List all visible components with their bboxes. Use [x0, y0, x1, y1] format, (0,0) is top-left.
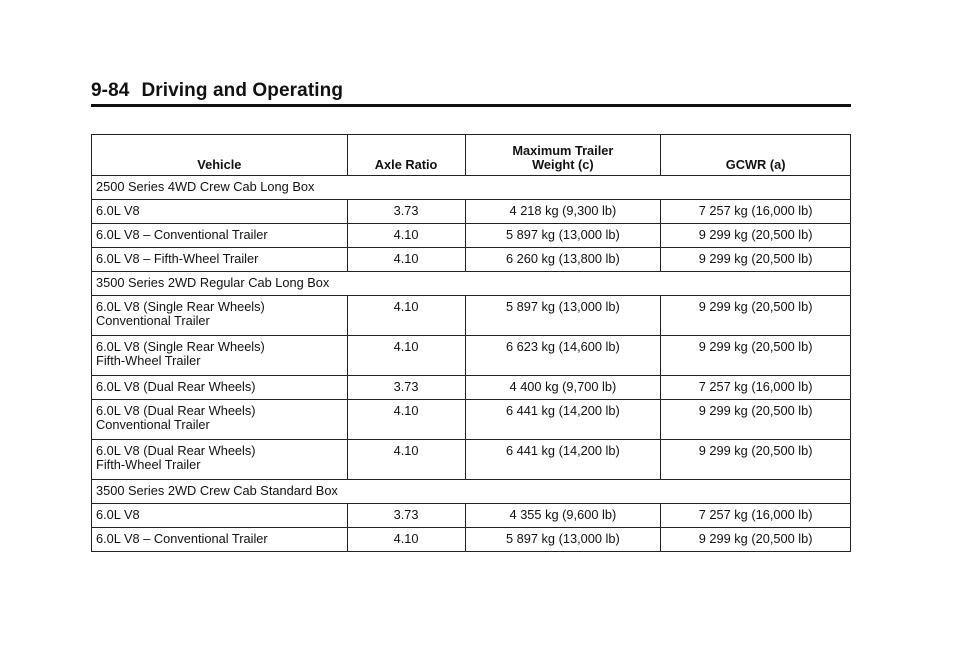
table-row: [92, 224, 851, 248]
vehicle-line: 6.0L V8 (Dual Rear Wheels): [96, 379, 256, 394]
table-row: [92, 200, 851, 224]
vehicle-cell: [92, 528, 348, 552]
section-title-cell: 2500 Series 4WD Crew Cab Long Box: [92, 176, 851, 200]
max-trailer-weight-cell: 5 897 kg (13,000 lb): [465, 296, 661, 336]
vehicle-line: Fifth-Wheel Trailer: [96, 457, 201, 472]
table-row: [92, 296, 851, 336]
gcwr-cell: 7 257 kg (16,000 lb): [661, 376, 851, 400]
gcwr-cell: 9 299 kg (20,500 lb): [661, 296, 851, 336]
vehicle-line: Conventional Trailer: [96, 313, 210, 328]
table-row: [92, 376, 851, 400]
page-header: [91, 80, 851, 107]
header-max-trailer-weight-line1: Maximum Trailer: [512, 143, 614, 158]
table-row: [92, 528, 851, 552]
vehicle-line: 6.0L V8 (Single Rear Wheels): [96, 339, 265, 354]
header-vehicle: Vehicle: [92, 135, 348, 176]
vehicle-line: 6.0L V8 (Dual Rear Wheels): [96, 403, 256, 418]
vehicle-line: Conventional Trailer: [96, 417, 210, 432]
vehicle-cell: [92, 376, 348, 400]
header-axle-ratio: Axle Ratio: [347, 135, 465, 176]
section-row: [92, 176, 851, 200]
vehicle-cell: [92, 504, 348, 528]
gcwr-cell: 9 299 kg (20,500 lb): [661, 440, 851, 480]
vehicle-line: Fifth-Wheel Trailer: [96, 353, 201, 368]
table-body: [92, 176, 851, 552]
gcwr-cell: 9 299 kg (20,500 lb): [661, 248, 851, 272]
max-trailer-weight-cell: 4 400 kg (9,700 lb): [465, 376, 661, 400]
section-row: [92, 480, 851, 504]
gcwr-cell: 7 257 kg (16,000 lb): [661, 200, 851, 224]
max-trailer-weight-cell: 4 355 kg (9,600 lb): [465, 504, 661, 528]
axle-ratio-cell: 4.10: [347, 400, 465, 440]
section-title: Driving and Operating: [141, 80, 344, 101]
section-row: [92, 272, 851, 296]
vehicle-line: 6.0L V8: [96, 203, 140, 218]
vehicle-cell: [92, 224, 348, 248]
header-gcwr: GCWR (a): [661, 135, 851, 176]
page-number: 9-84: [91, 80, 130, 101]
vehicle-line: 6.0L V8 – Conventional Trailer: [96, 531, 268, 546]
vehicle-line: 6.0L V8 (Single Rear Wheels): [96, 299, 265, 314]
table-row: [92, 440, 851, 480]
axle-ratio-cell: 4.10: [347, 336, 465, 376]
trailer-specs-table: [91, 134, 851, 552]
axle-ratio-cell: 4.10: [347, 224, 465, 248]
axle-ratio-cell: 4.10: [347, 528, 465, 552]
section-title-cell: 3500 Series 2WD Crew Cab Standard Box: [92, 480, 851, 504]
max-trailer-weight-cell: 6 623 kg (14,600 lb): [465, 336, 661, 376]
max-trailer-weight-cell: 4 218 kg (9,300 lb): [465, 200, 661, 224]
vehicle-cell: [92, 248, 348, 272]
max-trailer-weight-cell: 6 441 kg (14,200 lb): [465, 440, 661, 480]
axle-ratio-cell: 4.10: [347, 440, 465, 480]
header-max-trailer-weight-line2: Weight (c): [532, 157, 594, 172]
axle-ratio-cell: 3.73: [347, 200, 465, 224]
table-header-row: [92, 135, 851, 176]
vehicle-line: 6.0L V8 (Dual Rear Wheels): [96, 443, 256, 458]
vehicle-cell: [92, 440, 348, 480]
vehicle-cell: [92, 296, 348, 336]
axle-ratio-cell: 4.10: [347, 296, 465, 336]
vehicle-line: 6.0L V8: [96, 507, 140, 522]
max-trailer-weight-cell: 5 897 kg (13,000 lb): [465, 528, 661, 552]
gcwr-cell: 9 299 kg (20,500 lb): [661, 528, 851, 552]
axle-ratio-cell: 3.73: [347, 376, 465, 400]
gcwr-cell: 9 299 kg (20,500 lb): [661, 400, 851, 440]
table-row: [92, 336, 851, 376]
table-row: [92, 400, 851, 440]
table-row: [92, 504, 851, 528]
axle-ratio-cell: 4.10: [347, 248, 465, 272]
vehicle-cell: [92, 400, 348, 440]
vehicle-cell: [92, 336, 348, 376]
vehicle-line: 6.0L V8 – Conventional Trailer: [96, 227, 268, 242]
gcwr-cell: 9 299 kg (20,500 lb): [661, 336, 851, 376]
gcwr-cell: 9 299 kg (20,500 lb): [661, 224, 851, 248]
gcwr-cell: 7 257 kg (16,000 lb): [661, 504, 851, 528]
page-title: [91, 80, 851, 102]
max-trailer-weight-cell: 6 260 kg (13,800 lb): [465, 248, 661, 272]
max-trailer-weight-cell: 5 897 kg (13,000 lb): [465, 224, 661, 248]
vehicle-cell: [92, 200, 348, 224]
section-title-cell: 3500 Series 2WD Regular Cab Long Box: [92, 272, 851, 296]
axle-ratio-cell: 3.73: [347, 504, 465, 528]
max-trailer-weight-cell: 6 441 kg (14,200 lb): [465, 400, 661, 440]
vehicle-line: 6.0L V8 – Fifth-Wheel Trailer: [96, 251, 259, 266]
header-max-trailer-weight: [465, 135, 661, 176]
table-row: [92, 248, 851, 272]
